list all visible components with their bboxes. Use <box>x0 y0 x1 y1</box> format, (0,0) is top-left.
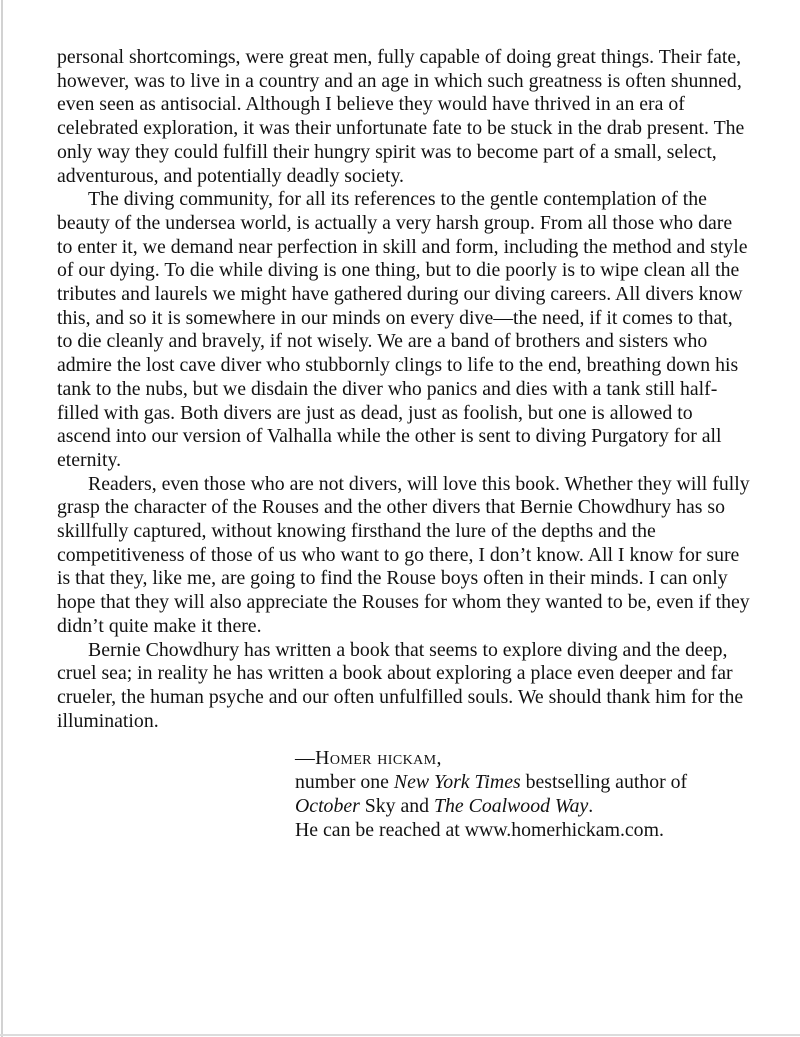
page-bottom-edge-line <box>0 1034 800 1036</box>
page-left-edge-line <box>1 0 3 1037</box>
website-url: www.homerhickam.com <box>464 818 659 841</box>
paragraph: personal shortcomings, were great men, fully capable of doing great things. Their fate, however, was to live in a country and an age in which such greatness is often shunned, even seen as antisocial. Although I believe they would have thrived in an era of celebrated exploration, it was their unfortunate fate to be stuck in the drab present. The only way they could fulfill their hungry spirit was to become part of a small, select, adventurous, and potentially deadly society. <box>57 46 745 187</box>
attribution-line <box>295 819 750 843</box>
text-run: Sky and <box>359 794 435 817</box>
attribution-line <box>295 747 750 771</box>
attribution-line <box>295 771 750 795</box>
book-title: The Coalwood Way <box>434 794 589 817</box>
attribution-line <box>295 795 750 819</box>
book-title: October <box>295 794 360 817</box>
publication-title: New York Times <box>393 771 521 794</box>
text-run: He can be reached at <box>295 818 465 841</box>
paragraph: Readers, even those who are not divers, will love this book. Whether they will fully grasp the character of the Rouses and the other divers that Bernie Chowdhury has so skillfully captured, without knowing firsthand the lure of the depths and the competitiveness of those of us who want to go there, I don’t know. All I know for sure is that they, like me, are going to find the Rouse boys often in their minds. I can only hope that they will also appreciate the Rouses for whom they wanted to be, even if they didn’t quite make it there. <box>57 472 750 637</box>
text-run: bestselling author of <box>520 771 688 794</box>
text-run: . <box>658 818 664 841</box>
paragraph: The diving community, for all its references to the gentle contemplation of the beauty of the undersea world, is actually a very harsh group. From all those who dare to enter it, we demand near perfection in skill and form, including the method and style of our dying. To die while diving is one thing, but to die poorly is to wipe clean all the tributes and laurels we might have gathered during our diving careers. All divers know this, and so it is somewhere in our minds on every dive—the need, if it comes to that, to die cleanly and bravely, if not wisely. We are a band of brothers and sisters who admire the lost cave diver who stubbornly clings to life to the end, breathing down his tank to the nubs, but we disdain the diver who panics and dies with a tank still half-filled with gas. Both divers are just as dead, just as foolish, but one is allowed to ascend into our version of Valhalla while the other is sent to diving Purgatory for all eternity. <box>57 188 748 471</box>
text-run: number one <box>295 771 394 794</box>
paragraph: Bernie Chowdhury has written a book that seems to explore diving and the deep, cruel sea; in reality he has written a book about exploring a place even deeper and far crueler, the human psyche and our often unfulfilled souls. We should thank him for the illumination. <box>57 638 744 732</box>
author-name: —Homer hickam, <box>295 747 442 770</box>
text-run: . <box>588 794 594 817</box>
attribution-block <box>295 747 750 842</box>
page-text-block <box>57 46 750 842</box>
